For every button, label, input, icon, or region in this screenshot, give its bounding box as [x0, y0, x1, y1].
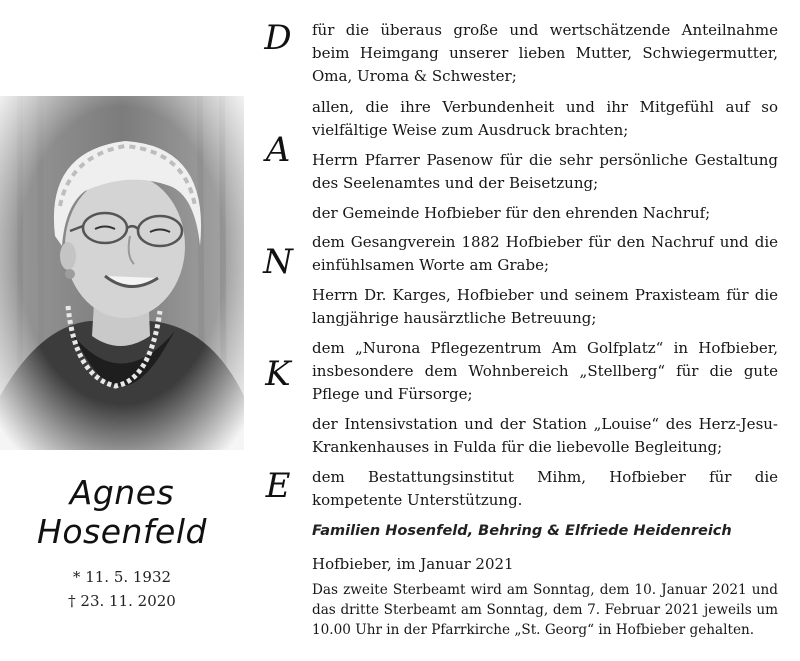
family-signature: Familien Hosenfeld, Behring & Elfriede Heidenreich — [312, 523, 732, 539]
danke-letter-a: A — [265, 130, 291, 170]
thanks-paragraph: für die überaus große und wertschätzende Anteilnahme beim Heimgang unserer lieben Mutter, Schwiegermutter, Oma, Uroma & Schwester; — [312, 21, 778, 85]
thanks-paragraph: dem Bestattungsinstitut Mihm, Hofbieber für die kompetente Unterstützung. — [312, 468, 778, 509]
thanks-paragraph: dem Gesangverein 1882 Hofbieber für den Nachruf und die einfühlsamen Worte am Grabe; — [312, 233, 778, 274]
thanks-paragraph: dem „Nurona Pflegezentrum Am Golfplatz“ in Hofbieber, insbesondere dem Wohnbereich „Stellberg“ für die gute Pflege und Fürsorge; — [312, 339, 778, 403]
place-and-date: Hofbieber, im Januar 2021 — [312, 555, 514, 573]
mass-notice: Das zweite Sterbeamt wird am Sonntag, dem 10. Januar 2021 und das dritte Sterbeamt am Sonntag, dem 7. Februar 2021 jeweils um 10.00 Uhr in der Pfarrkirche „St. Georg“ in Hofbieber gehalten. — [312, 582, 778, 638]
thanks-paragraph: der Intensivstation und der Station „Louise“ des Herz-Jesu-Krankenhauses in Fulda für die liebevolle Begleitung; — [312, 415, 778, 456]
birth-date: * 11. 5. 1932 — [72, 568, 172, 586]
thanks-paragraph: allen, die ihre Verbundenheit und ihr Mitgefühl auf so vielfältige Weise zum Ausdruck brachten; — [312, 98, 778, 139]
thanks-paragraph: Herrn Pfarrer Pasenow für die sehr persönliche Gestaltung des Seelenamtes und der Beisetzung; — [312, 151, 778, 192]
danke-letter-e: E — [265, 466, 291, 506]
death-date: † 23. 11. 2020 — [68, 592, 176, 610]
portrait-photo — [0, 96, 244, 450]
danke-letter-d: D — [264, 18, 292, 58]
danke-letter-k: K — [265, 354, 291, 394]
danke-letter-n: N — [263, 242, 293, 282]
thanks-paragraph: der Gemeinde Hofbieber für den ehrenden Nachruf; — [312, 204, 711, 222]
thanks-paragraph: Herrn Dr. Karges, Hofbieber und seinem Praxisteam für die langjährige hausärztliche Betreuung; — [312, 286, 778, 327]
last-name: Hosenfeld — [37, 512, 207, 551]
first-name: Agnes — [69, 473, 175, 512]
